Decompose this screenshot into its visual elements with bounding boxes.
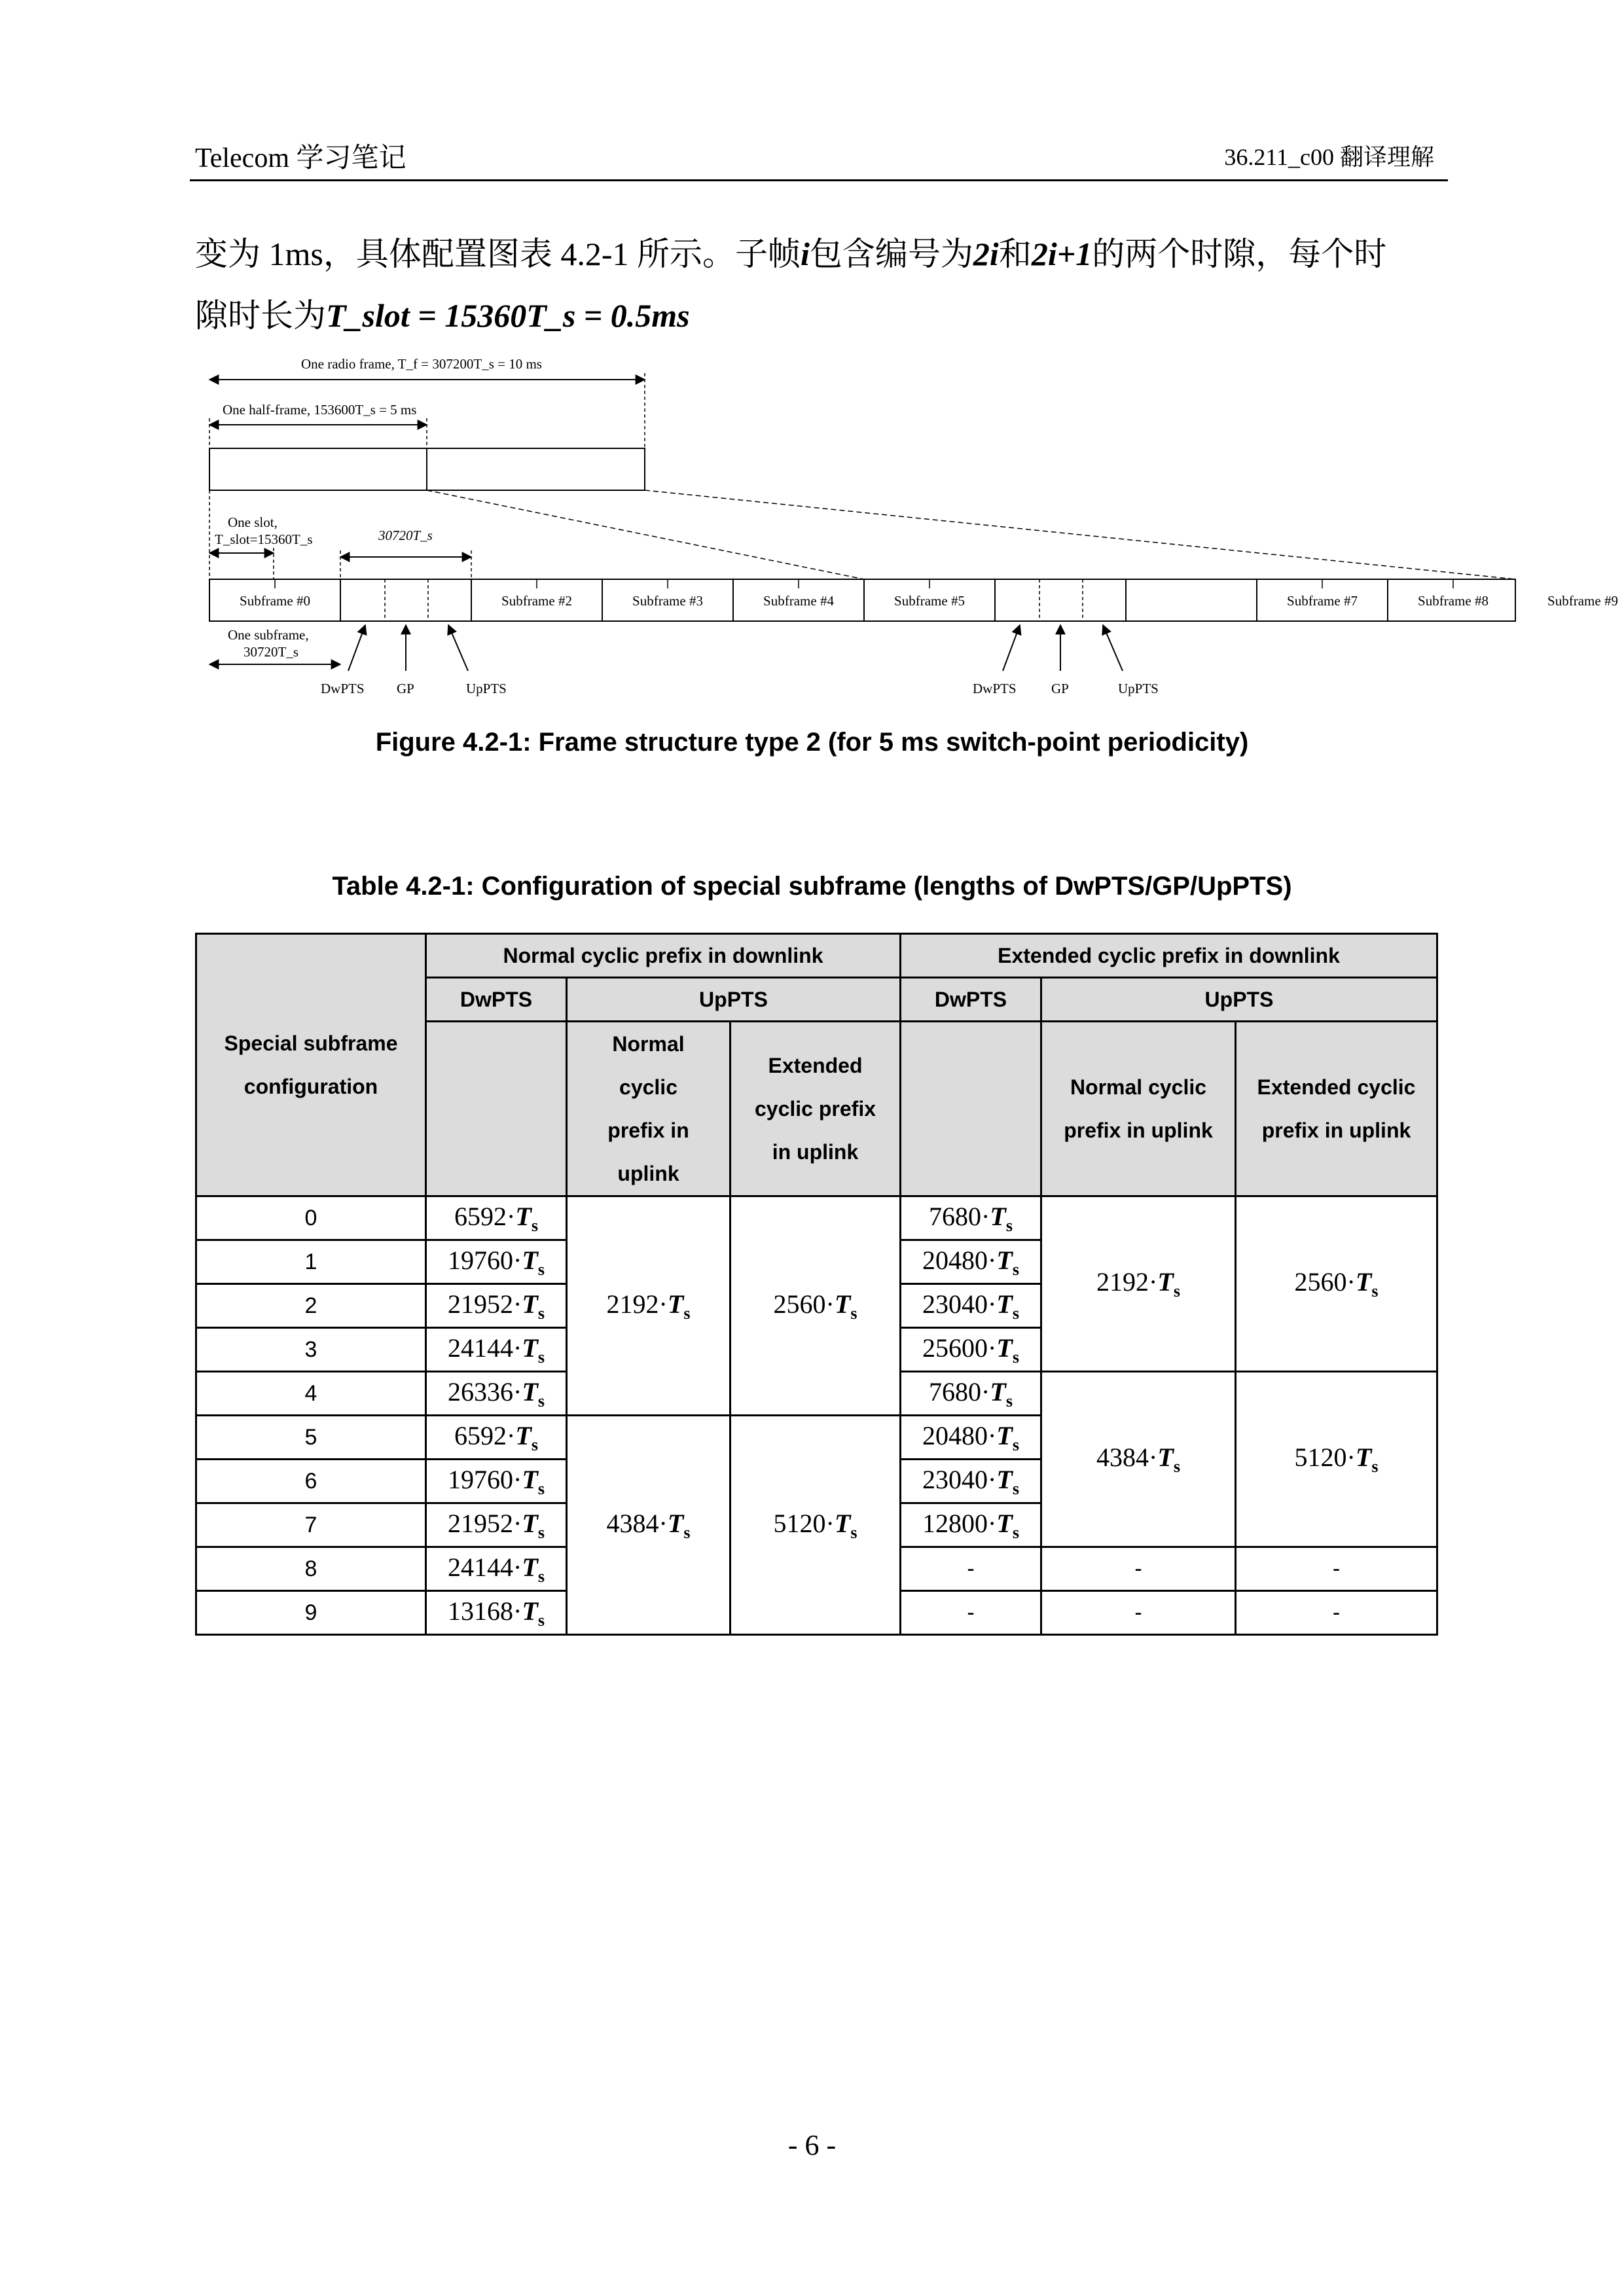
table-row: 1 $19760\cdot T_s$ $20480\cdot T_s$ [196, 1240, 1437, 1284]
subframe-label-7: Subframe #7 [1287, 593, 1358, 609]
header-dwpts-normal: DwPTS [426, 978, 567, 1022]
header-blank-1 [426, 1022, 567, 1196]
uppts-label-2: UpPTS [1118, 681, 1159, 696]
subframe-label-9: Subframe #9 [1547, 593, 1618, 609]
svg-text:T_slot=15360T_s: T_slot=15360T_s [215, 531, 313, 547]
uppts-label-1: UpPTS [466, 681, 507, 696]
header-extended-uplink-a: Extended cyclic prefix in uplink [731, 1022, 901, 1196]
half-frame-box-2 [427, 448, 645, 490]
subframe-label-8: Subframe #8 [1418, 593, 1489, 609]
table-row: 8 $24144\cdot T_s$ - - - [196, 1547, 1437, 1591]
half-frame-label: One half-frame, 153600T_s = 5 ms [223, 402, 417, 418]
table-row: 2 $21952\cdot T_s$ $23040\cdot T_s$ [196, 1284, 1437, 1328]
table-row: 6 $19760\cdot T_s$ $23040\cdot T_s$ [196, 1460, 1437, 1503]
header-right: 36.211_c00 翻译理解 [1224, 144, 1434, 170]
page-number: - 6 - [787, 2129, 837, 2161]
header-normal-downlink: Normal cyclic prefix in downlink [426, 934, 901, 978]
svg-text:30720T_s: 30720T_s [244, 644, 298, 660]
slot-formula: T_slot = 15360T_s = 0.5ms [326, 297, 690, 334]
paragraph-line-1: 变为 1ms，具体配置图表 4.2-1 所示。子帧i包含编号为2i和2i+1的两个时隙，每个时 [195, 236, 1387, 272]
table-row: 3 $24144\cdot T_s$ $25600\cdot T_s$ [196, 1328, 1437, 1372]
table-row: 9 $13168\cdot T_s$ - - - [196, 1591, 1437, 1635]
subframe-label-5: Subframe #5 [894, 593, 965, 609]
header-extended-uplink-b: Extended cyclic prefix in uplink [1236, 1022, 1437, 1196]
header-uppts-normal: UpPTS [567, 978, 901, 1022]
table-row: 5 $6592\cdot T_s$ $4384\cdot T_s$ $5120\cdot T_s$ $20480\cdot T_s$ [196, 1416, 1437, 1460]
header-normal-uplink-b: Normal cyclic prefix in uplink [1041, 1022, 1236, 1196]
gp-label-1: GP [397, 681, 414, 696]
header-special-config: Special subframe configuration [196, 934, 426, 1196]
dwpts-label-1: DwPTS [321, 681, 365, 696]
special-subframe-table [195, 933, 1438, 1636]
subframe-label-4: Subframe #4 [763, 593, 834, 609]
dwpts-label-2: DwPTS [973, 681, 1017, 696]
figure-caption: Figure 4.2-1: Frame structure type 2 (for 5 ms switch-point periodicity) [375, 728, 1249, 757]
gp-label-2: GP [1051, 681, 1069, 696]
frame-structure-diagram [196, 344, 1618, 697]
header-normal-uplink-a: Normal cyclic prefix in uplink [567, 1022, 731, 1196]
paragraph-line-2: 隙时长为T_slot = 15360T_s = 0.5ms [195, 297, 690, 334]
radio-frame-label: One radio frame, T_f = 307200T_s = 10 ms [301, 356, 542, 372]
subframe-label-0: Subframe #0 [240, 593, 310, 609]
header-uppts-extended: UpPTS [1041, 978, 1437, 1022]
header-dwpts-extended: DwPTS [901, 978, 1041, 1022]
svg-text:One slot,: One slot, [228, 514, 278, 530]
subframe-duration-label: 30720T_s [378, 528, 433, 543]
header-blank-2 [901, 1022, 1041, 1196]
table-row: 4 $26336\cdot T_s$ $7680\cdot T_s$ $4384\cdot T_s$ $5120\cdot T_s$ [196, 1372, 1437, 1416]
header-extended-downlink: Extended cyclic prefix in downlink [901, 934, 1437, 978]
subframe-label-2: Subframe #2 [501, 593, 572, 609]
svg-text:One subframe,: One subframe, [228, 627, 309, 643]
header-rule [190, 179, 1448, 181]
table-row: 7 $21952\cdot T_s$ $12800\cdot T_s$ [196, 1503, 1437, 1547]
half-frame-box-1 [209, 448, 427, 490]
table-caption: Table 4.2-1: Configuration of special subframe (lengths of DwPTS/GP/UpPTS) [332, 872, 1292, 901]
table-row: 0 $6592\cdot T_s$ $2192\cdot T_s$ $2560\cdot T_s$ $7680\cdot T_s$ $2192\cdot T_s$ $2560\cdot T_s$ [196, 1196, 1437, 1240]
header-left: Telecom 学习笔记 [195, 143, 406, 173]
subframe-label-3: Subframe #3 [632, 593, 703, 609]
